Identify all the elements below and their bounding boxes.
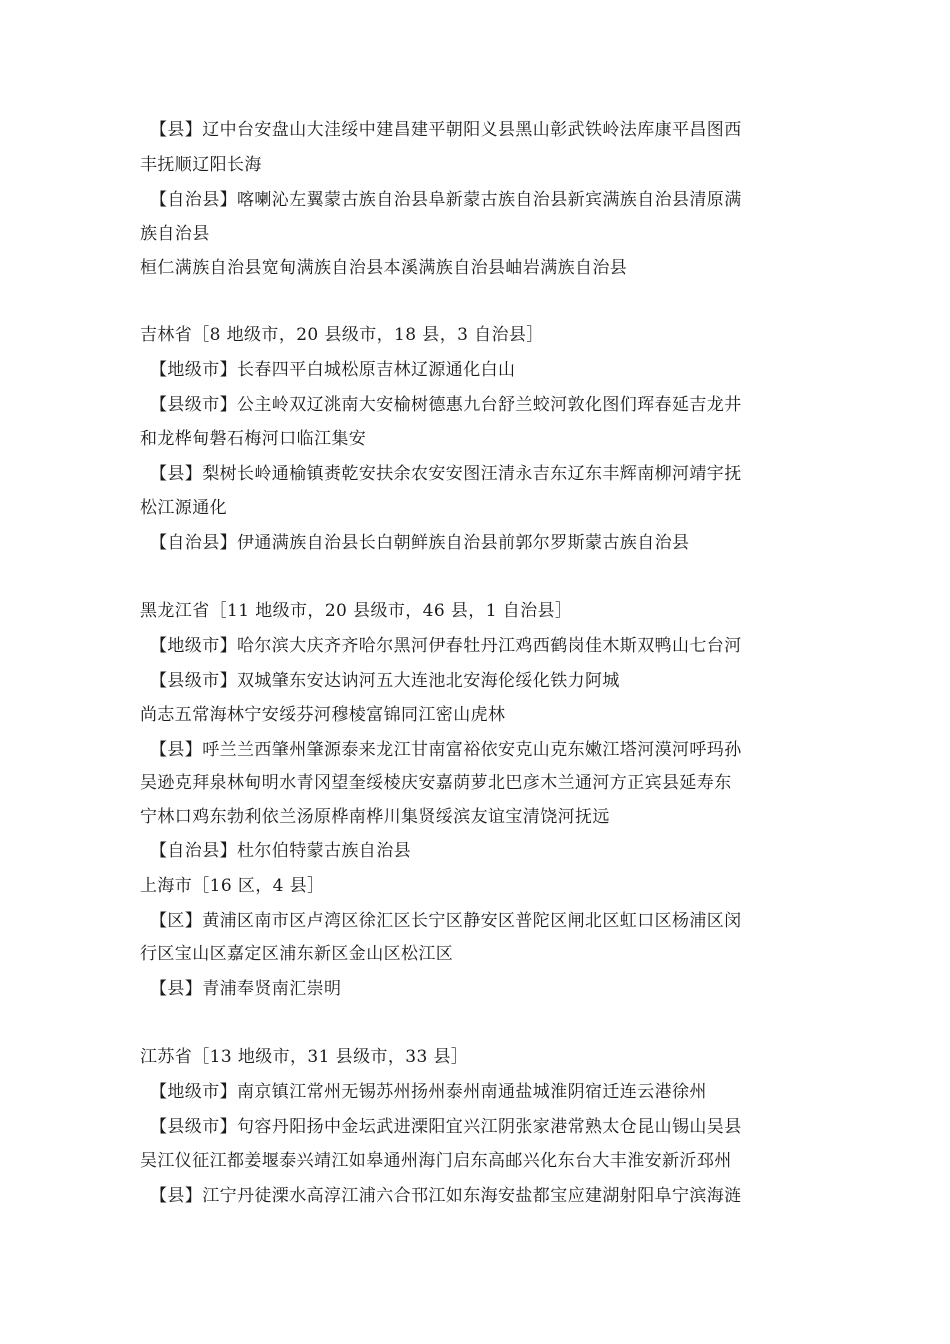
text-line: 【地级市】长春四平白城松原吉林辽源通化白山 (150, 360, 516, 380)
text-line: 行区宝山区嘉定区浦东新区金山区松江区 (140, 944, 454, 964)
text-line: 【县】呼兰兰西肇州肇源泰来龙江甘南富裕依安克山克东嫩江塔河漠河呼玛孙 (150, 740, 742, 760)
text-line: 【自治县】伊通满族自治县长白朝鲜族自治县前郭尔罗斯蒙古族自治县 (150, 533, 690, 553)
text-line: 【地级市】南京镇江常州无锡苏州扬州泰州南通盐城淮阴宿迁连云港徐州 (150, 1082, 707, 1102)
section-heading: 上海市［16 区，4 县］ (140, 876, 325, 896)
text-line: 吴江仪征江都姜堰泰兴靖江如皋通州海门启东高邮兴化东台大丰淮安新沂邳州 (140, 1151, 732, 1171)
text-line: 【县级市】双城肇东安达讷河五大连池北安海伦绥化铁力阿城 (150, 671, 620, 691)
text-line: 【县】青浦奉贤南汇崇明 (150, 979, 342, 999)
text-line: 丰抚顺辽阳长海 (140, 155, 262, 175)
text-line: 【县级市】句容丹阳扬中金坛武进溧阳宜兴江阴张家港常熟太仓昆山锡山吴县 (150, 1117, 742, 1137)
text-line: 族自治县 (140, 224, 210, 244)
section-heading: 黑龙江省［11 地级市，20 县级市，46 县，1 自治县］ (140, 601, 573, 621)
text-line: 【自治县】喀喇沁左翼蒙古族自治县阜新蒙古族自治县新宾满族自治县清原满 (150, 190, 742, 210)
text-line: 【县】梨树长岭通榆镇赉乾安扶余农安安图汪清永吉东辽东丰辉南柳河靖宇抚 (150, 464, 742, 484)
text-line: 吴逊克拜泉林甸明水青冈望奎绥棱庆安嘉荫萝北巴彦木兰通河方正宾县延寿东 (140, 773, 732, 793)
text-line: 和龙桦甸磐石梅河口临江集安 (140, 429, 367, 449)
text-line: 宁林口鸡东勃利依兰汤原桦南桦川集贤绥滨友谊宝清饶河抚远 (140, 807, 610, 827)
text-line: 尚志五常海林宁安绥芬河穆棱富锦同江密山虎林 (140, 705, 506, 725)
text-line: 松江源通化 (140, 498, 227, 518)
text-line: 【县级市】公主岭双辽洮南大安榆树德惠九台舒兰蛟河敦化图们珲春延吉龙井 (150, 395, 742, 415)
text-line: 【县】江宁丹徒溧水高淳江浦六合邗江如东海安盐都宝应建湖射阳阜宁滨海涟 (150, 1186, 742, 1206)
section-heading: 江苏省［13 地级市，31 县级市，33 县］ (140, 1047, 469, 1067)
section-heading: 吉林省［8 地级市，20 县级市，18 县，3 自治县］ (140, 325, 544, 345)
text-line: 【地级市】哈尔滨大庆齐齐哈尔黑河伊春牡丹江鸡西鹤岗佳木斯双鸭山七台河 (150, 636, 742, 656)
text-line: 【县】辽中台安盘山大洼绥中建昌建平朝阳义县黑山彰武铁岭法库康平昌图西 (150, 120, 742, 140)
text-line: 【区】黄浦区南市区卢湾区徐汇区长宁区静安区普陀区闸北区虹口区杨浦区闵 (150, 911, 742, 931)
text-line: 【自治县】杜尔伯特蒙古族自治县 (150, 841, 411, 861)
text-line: 桓仁满族自治县宽甸满族自治县本溪满族自治县岫岩满族自治县 (140, 258, 628, 278)
